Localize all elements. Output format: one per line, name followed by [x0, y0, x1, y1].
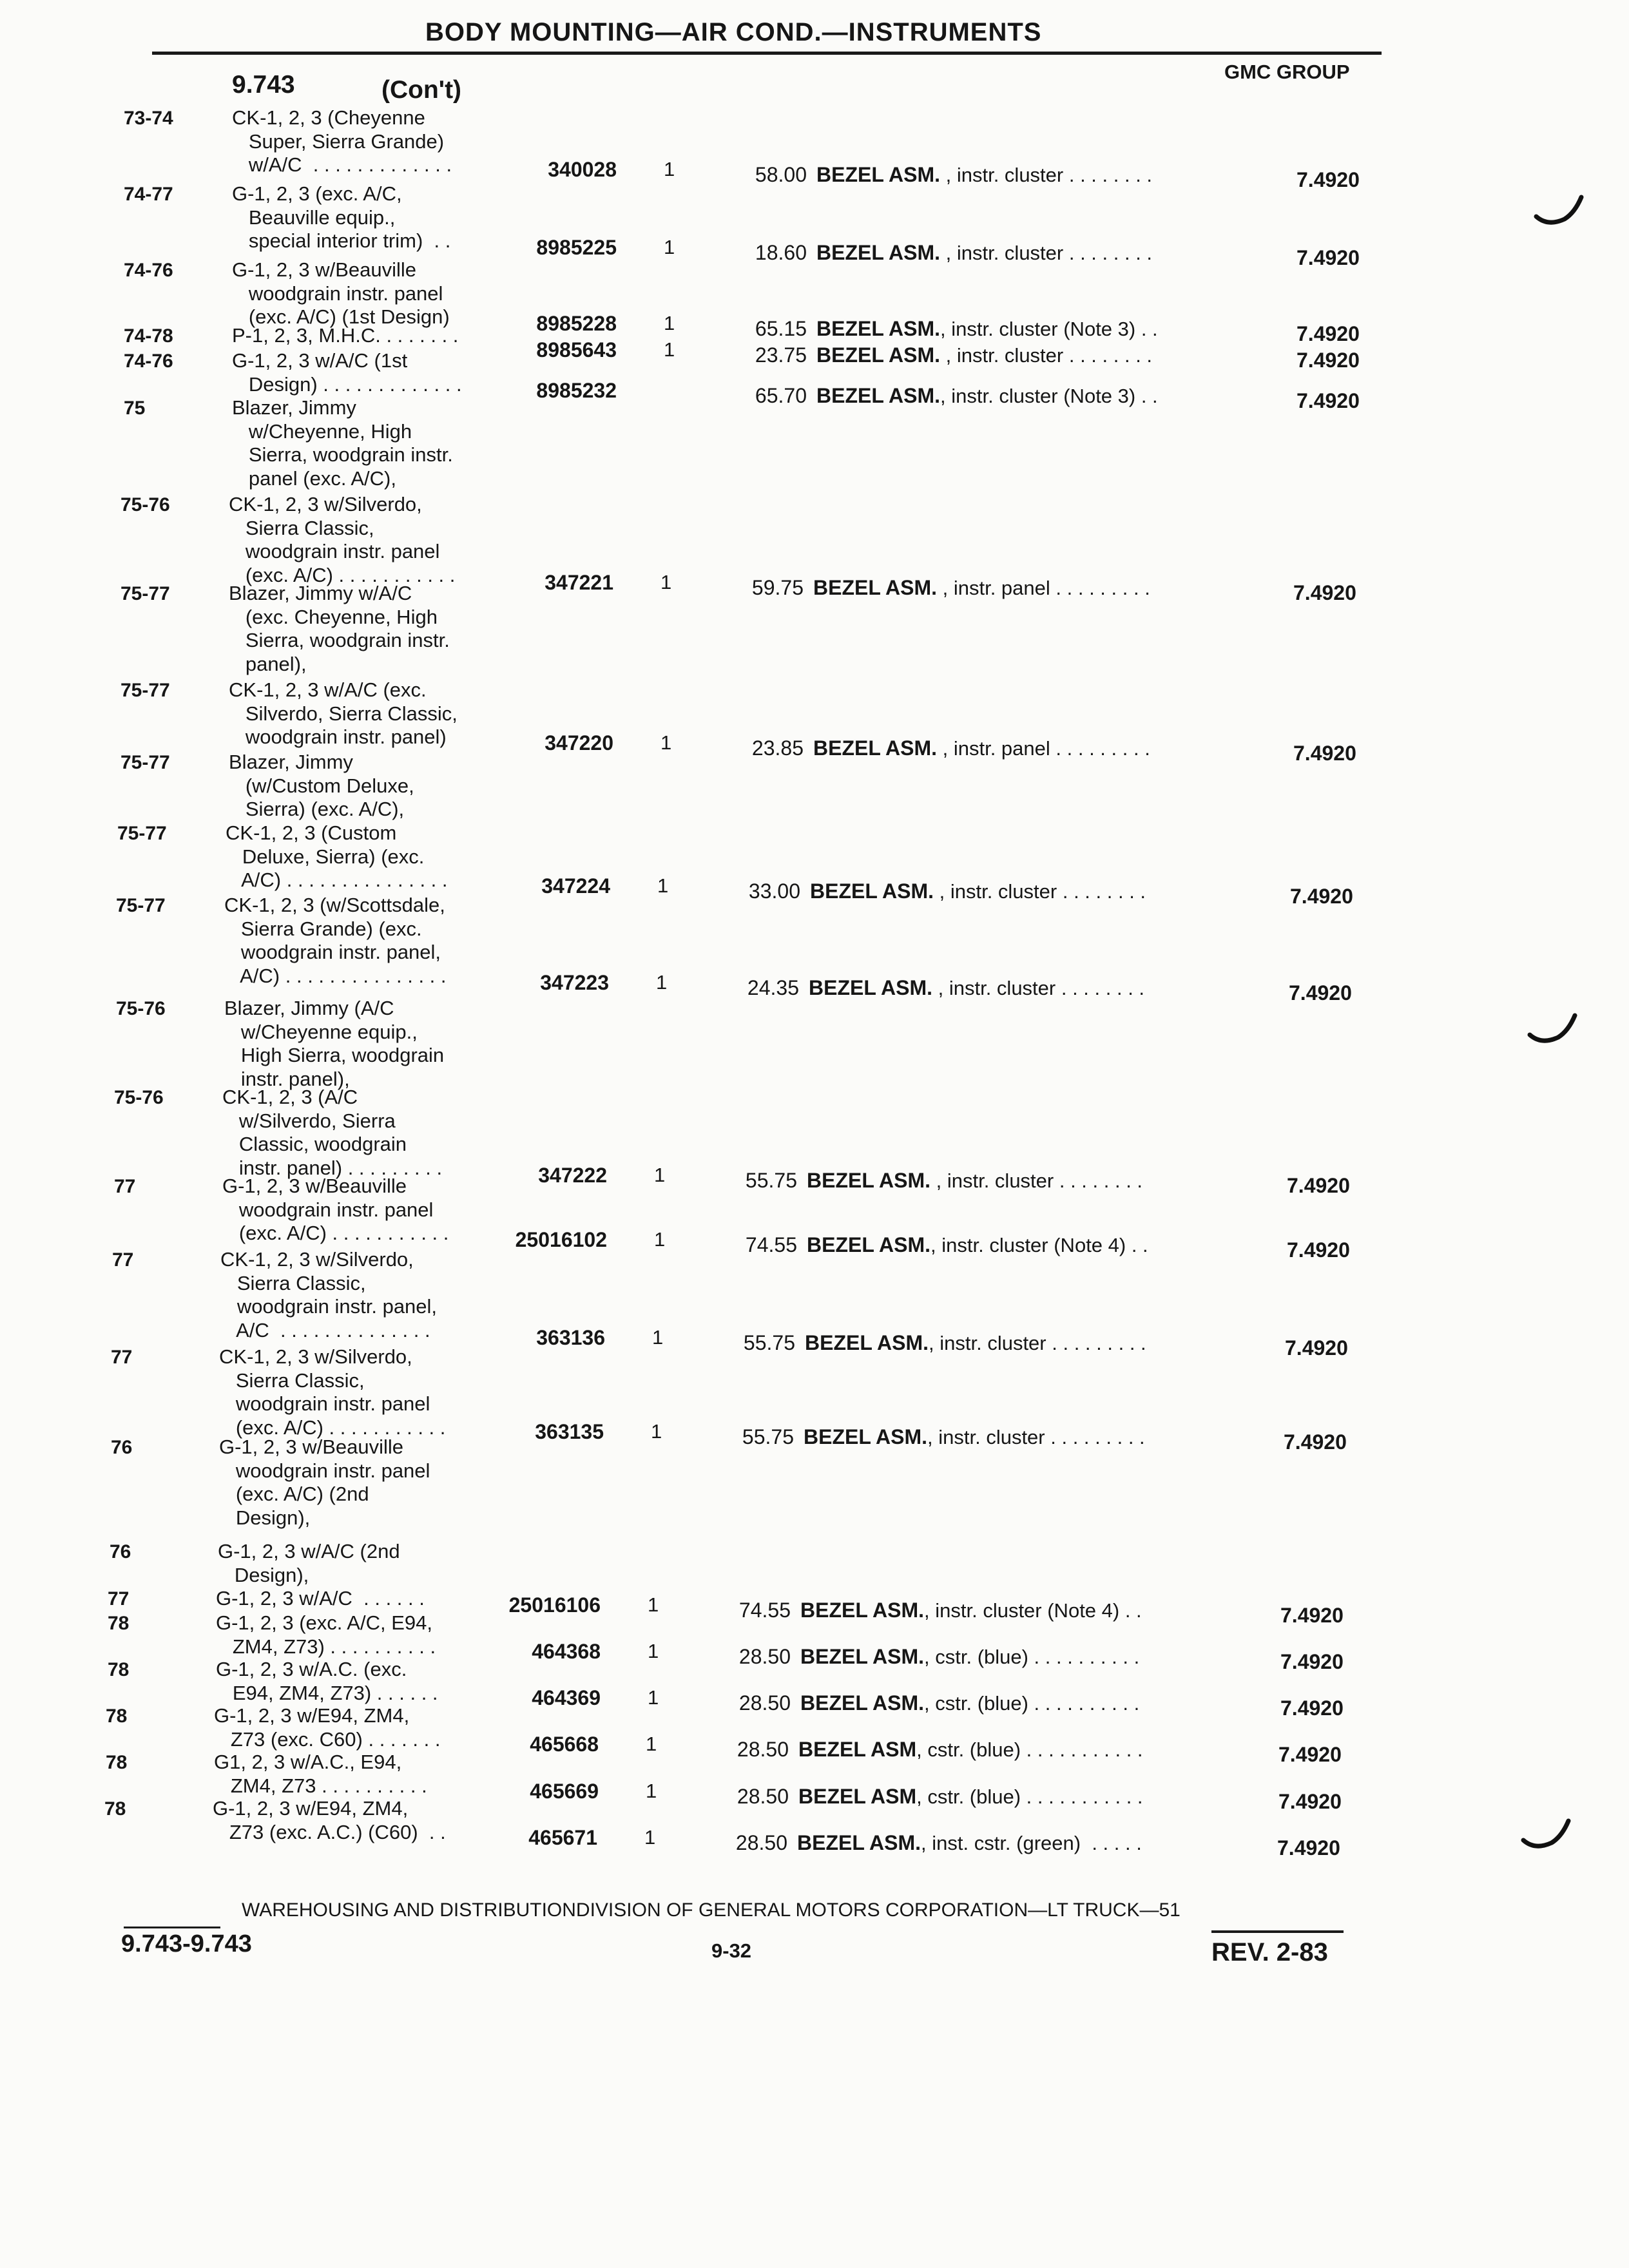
row-price: 28.50	[738, 1691, 791, 1715]
row-group-number: 7.4920	[1278, 1743, 1342, 1766]
footer-revision: REV. 2-83	[1211, 1938, 1328, 1966]
row-year: 75-77	[120, 583, 170, 604]
row-group-number: 7.4920	[1296, 389, 1360, 412]
row-part-name-bold: BEZEL ASM.	[813, 576, 938, 599]
row-description: G1, 2, 3 w/A.C., E94, ZM4, Z73 . . . . . . . . . .	[214, 1751, 427, 1797]
row-part-name-detail: , instr. panel . . . . . . . . .	[937, 737, 1150, 760]
row-quantity: 1	[644, 1826, 656, 1849]
row-year: 78	[104, 1798, 126, 1820]
row-part-name	[797, 1831, 1142, 1855]
row-year: 76	[110, 1541, 131, 1562]
row-description: Blazer, Jimmy w/A/C (exc. Cheyenne, High Sierra, woodgrain instr. panel),	[229, 582, 450, 675]
row-quantity: 1	[654, 1228, 666, 1251]
section-number: 9.743	[232, 71, 295, 99]
row-part-number: 465669	[530, 1780, 599, 1803]
row-part-name-bold: BEZEL ASM.	[804, 1425, 928, 1448]
row-part-number: 347222	[538, 1164, 607, 1187]
row-description: CK-1, 2, 3 w/Silverdo, Sierra Classic, woodgrain instr. panel (exc. A/C) . . . . . . . . . . .	[219, 1345, 446, 1439]
row-part-name-detail: , inst. cstr. (green) . . . . .	[921, 1832, 1142, 1854]
check-mark-icon	[1521, 1817, 1572, 1856]
row-description: G-1, 2, 3 (exc. A/C, E94, ZM4, Z73) . . . . . . . . . .	[216, 1611, 436, 1658]
row-description: CK-1, 2, 3 w/A/C (exc. Silverdo, Sierra Classic, woodgrain instr. panel)	[229, 678, 458, 748]
row-year: 75-76	[114, 1087, 164, 1108]
row-quantity: 1	[660, 571, 672, 593]
row-part-name-bold: BEZEL ASM.	[807, 1233, 931, 1256]
row-year: 78	[108, 1613, 130, 1634]
row-description: G-1, 2, 3 w/E94, ZM4, Z73 (exc. A.C.) (C60) . .	[213, 1797, 446, 1843]
row-part-name-bold: BEZEL ASM.	[800, 1645, 925, 1668]
row-part-name-detail: , instr. cluster . . . . . . . .	[940, 344, 1153, 367]
row-part-name-detail: , instr. cluster . . . . . . . . .	[927, 1426, 1145, 1448]
row-group-number: 7.4920	[1296, 246, 1360, 269]
row-description: G-1, 2, 3 (exc. A/C, Beauville equip., special interior trim) . .	[232, 182, 451, 252]
row-price: 28.50	[737, 1738, 789, 1761]
row-description: G-1, 2, 3 w/Beauville woodgrain instr. panel (exc. A/C) (1st Design)	[232, 258, 450, 328]
row-year: 78	[106, 1706, 128, 1727]
row-part-name-detail: , cstr. (blue) . . . . . . . . . . .	[916, 1738, 1143, 1761]
row-part-name	[810, 879, 1146, 903]
row-description: G-1, 2, 3 w/E94, ZM4, Z73 (exc. C60) . . . . . . .	[214, 1704, 441, 1751]
row-quantity: 1	[648, 1686, 659, 1709]
row-price: 55.75	[743, 1331, 795, 1354]
row-part-name-bold: BEZEL ASM.	[816, 163, 941, 186]
row-part-number: 25016102	[515, 1228, 607, 1251]
row-price: 23.75	[755, 343, 807, 367]
row-part-number: 8985228	[536, 312, 617, 335]
row-price: 74.55	[745, 1233, 797, 1256]
row-quantity: 1	[646, 1780, 657, 1802]
section-continued: (Con't)	[381, 76, 462, 104]
row-part-number: 464368	[532, 1640, 601, 1663]
row-part-name-detail: , instr. cluster . . . . . . . . .	[929, 1332, 1146, 1354]
row-group-number: 7.4920	[1293, 581, 1356, 604]
row-part-name-bold: BEZEL ASM.	[816, 384, 941, 407]
row-group-number: 7.4920	[1280, 1604, 1344, 1627]
row-year: 77	[114, 1176, 136, 1197]
row-year: 74-76	[124, 351, 173, 372]
row-description: G-1, 2, 3 w/Beauville woodgrain instr. panel (exc. A/C) (2nd Design),	[219, 1436, 430, 1529]
row-quantity: 1	[664, 312, 675, 334]
row-part-name-detail: , instr. cluster . . . . . . . .	[932, 977, 1145, 999]
row-description: CK-1, 2, 3 (w/Scottsdale, Sierra Grande) (exc. woodgrain instr. panel, A/C) . . . . . . . . . . . . . . .	[224, 894, 447, 987]
row-group-number: 7.4920	[1285, 1336, 1348, 1360]
row-year: 73-74	[124, 108, 173, 129]
row-part-name-bold: BEZEL ASM.	[810, 879, 934, 903]
row-part-name-detail: , instr. cluster . . . . . . . .	[930, 1169, 1143, 1192]
row-group-number: 7.4920	[1296, 322, 1360, 345]
row-description: Blazer, Jimmy w/Cheyenne, High Sierra, woodgrain instr. panel (exc. A/C),	[232, 396, 453, 490]
row-group-number: 7.4920	[1287, 1174, 1350, 1197]
row-part-name-bold: BEZEL ASM.	[805, 1331, 929, 1354]
row-part-name-bold: BEZEL ASM	[798, 1785, 917, 1808]
row-group-number: 7.4920	[1284, 1430, 1347, 1454]
row-description: G-1, 2, 3 w/A/C . . . . . .	[216, 1587, 425, 1610]
row-description: G-1, 2, 3 w/A/C (1st Design) . . . . . . . . . . . . .	[232, 349, 462, 396]
row-quantity: 1	[648, 1640, 659, 1662]
row-year: 75-77	[120, 680, 170, 701]
row-group-number: 7.4920	[1287, 1238, 1350, 1262]
row-quantity: 1	[657, 874, 669, 897]
footer-section-range: 9.743-9.743	[121, 1930, 252, 1957]
row-year: 74-77	[124, 184, 173, 205]
row-part-name	[816, 241, 1152, 265]
row-part-name	[805, 1331, 1146, 1355]
row-part-name-bold: BEZEL ASM	[798, 1738, 917, 1761]
row-year: 74-76	[124, 260, 173, 281]
row-price: 58.00	[755, 163, 807, 186]
footer-text: WAREHOUSING AND DISTRIBUTIONDIVISION OF GENERAL MOTORS CORPORATION—LT TRUCK—51	[242, 1899, 1181, 1921]
row-part-name-bold: BEZEL ASM.	[800, 1691, 925, 1715]
row-quantity: 1	[651, 1420, 662, 1443]
row-description: CK-1, 2, 3 w/Silverdo, Sierra Classic, woodgrain instr. panel, A/C . . . . . . . . . . . . . .	[220, 1248, 438, 1341]
row-group-number: 7.4920	[1278, 1790, 1342, 1813]
row-part-name	[804, 1425, 1145, 1449]
row-price: 74.55	[738, 1599, 791, 1622]
row-description: G-1, 2, 3 w/A.C. (exc. E94, ZM4, Z73) . . . . . .	[216, 1658, 438, 1704]
row-year: 74-78	[124, 325, 173, 347]
row-quantity: 1	[648, 1593, 659, 1616]
row-part-name	[798, 1785, 1143, 1809]
row-group-number: 7.4920	[1289, 981, 1352, 1004]
row-price: 33.00	[748, 879, 800, 903]
row-part-name	[800, 1691, 1139, 1715]
row-part-number: 347223	[540, 971, 609, 994]
check-mark-icon	[1527, 1012, 1579, 1050]
row-part-name	[809, 976, 1144, 1000]
row-price: 65.15	[755, 317, 807, 340]
row-year: 76	[111, 1437, 133, 1458]
row-part-number: 8985232	[536, 379, 617, 402]
row-quantity: 1	[654, 1164, 666, 1186]
row-description: CK-1, 2, 3 (A/C w/Silverdo, Sierra Classic, woodgrain instr. panel) . . . . . . . . .	[222, 1086, 443, 1179]
row-quantity: 1	[664, 236, 675, 258]
row-part-name-bold: BEZEL ASM.	[816, 317, 941, 340]
row-price: 28.50	[735, 1831, 787, 1854]
row-part-name-detail: , cstr. (blue) . . . . . . . . . .	[924, 1646, 1140, 1668]
page-title: BODY MOUNTING—AIR COND.—INSTRUMENTS	[425, 18, 1042, 46]
row-part-number: 465668	[530, 1733, 599, 1756]
row-part-number: 8985225	[536, 236, 617, 259]
row-part-name-bold: BEZEL ASM.	[797, 1831, 921, 1854]
row-year: 75-77	[116, 895, 166, 916]
row-year: 77	[111, 1347, 133, 1368]
row-price: 55.75	[742, 1425, 794, 1448]
row-group-number: 7.4920	[1280, 1696, 1344, 1720]
footer-page-number: 9-32	[711, 1939, 752, 1962]
row-part-number: 347220	[545, 731, 613, 754]
row-description: CK-1, 2, 3 w/Silverdo, Sierra Classic, woodgrain instr. panel (exc. A/C) . . . . . . . . . . .	[229, 493, 456, 586]
row-year: 78	[108, 1659, 130, 1680]
row-description: Blazer, Jimmy (A/C w/Cheyenne equip., High Sierra, woodgrain instr. panel),	[224, 997, 445, 1090]
row-group-number: 7.4920	[1296, 349, 1360, 372]
row-part-name-detail: , instr. cluster . . . . . . . .	[940, 164, 1153, 186]
row-part-name-detail: , instr. panel . . . . . . . . .	[937, 577, 1150, 599]
row-part-name-detail: , instr. cluster (Note 4) . .	[930, 1234, 1148, 1256]
row-price: 23.85	[751, 736, 804, 760]
row-price: 65.70	[755, 384, 807, 407]
row-year: 78	[106, 1752, 128, 1773]
row-description: G-1, 2, 3 w/A/C (2nd Design),	[218, 1540, 400, 1586]
row-part-name-bold: BEZEL ASM.	[816, 343, 941, 367]
row-year: 75-77	[120, 752, 170, 773]
row-part-name-detail: , cstr. (blue) . . . . . . . . . .	[924, 1692, 1140, 1715]
row-part-name	[816, 343, 1152, 367]
row-part-name	[813, 736, 1150, 760]
footer-rule-right	[1211, 1930, 1344, 1933]
row-price: 59.75	[751, 576, 804, 599]
row-part-name-detail: , instr. cluster (Note 4) . .	[924, 1599, 1142, 1622]
row-part-number: 340028	[548, 158, 617, 181]
row-group-number: 7.4920	[1290, 885, 1353, 908]
row-quantity: 1	[652, 1326, 664, 1349]
row-quantity: 1	[664, 158, 675, 180]
row-part-name	[800, 1645, 1139, 1669]
row-year: 75-76	[116, 998, 166, 1019]
footer-rule-left	[124, 1927, 220, 1928]
row-part-name-bold: BEZEL ASM.	[800, 1599, 925, 1622]
row-price: 28.50	[737, 1785, 789, 1808]
row-description: CK-1, 2, 3 (Cheyenne Super, Sierra Grande) w/A/C . . . . . . . . . . . . .	[232, 106, 452, 176]
row-part-number: 347221	[545, 571, 613, 594]
row-year: 77	[108, 1588, 130, 1610]
row-description: Blazer, Jimmy (w/Custom Deluxe, Sierra) (exc. A/C),	[229, 751, 414, 820]
row-part-name-bold: BEZEL ASM.	[809, 976, 933, 999]
row-part-name	[813, 576, 1150, 600]
row-price: 55.75	[745, 1169, 797, 1192]
row-part-name-detail: , instr. cluster . . . . . . . .	[934, 880, 1146, 903]
row-part-name-detail: , cstr. (blue) . . . . . . . . . . .	[916, 1785, 1143, 1808]
row-price: 28.50	[738, 1645, 791, 1668]
row-part-name	[816, 384, 1158, 408]
row-quantity: 1	[646, 1733, 657, 1755]
row-price: 24.35	[747, 976, 799, 999]
row-quantity: 1	[656, 971, 668, 994]
row-part-number: 363135	[535, 1420, 604, 1443]
row-year: 75	[124, 398, 146, 419]
row-part-name	[816, 317, 1158, 341]
row-description: CK-1, 2, 3 (Custom Deluxe, Sierra) (exc. A/C) . . . . . . . . . . . . . . .	[226, 822, 448, 891]
check-mark-icon	[1534, 193, 1585, 232]
row-description: G-1, 2, 3 w/Beauville woodgrain instr. panel (exc. A/C) . . . . . . . . . . .	[222, 1175, 449, 1244]
row-part-name-detail: , instr. cluster . . . . . . . .	[940, 242, 1153, 264]
row-part-number: 464369	[532, 1686, 601, 1709]
row-part-number: 8985643	[536, 338, 617, 361]
row-part-name-detail: , instr. cluster (Note 3) . .	[940, 385, 1158, 407]
row-group-number: 7.4920	[1293, 742, 1356, 765]
row-part-name-bold: BEZEL ASM.	[813, 736, 938, 760]
row-group-number: 7.4920	[1280, 1650, 1344, 1673]
row-year: 75-76	[120, 494, 170, 515]
row-part-name	[807, 1233, 1148, 1257]
row-part-number: 25016106	[508, 1593, 601, 1617]
row-part-name	[816, 163, 1152, 187]
row-part-name-detail: , instr. cluster (Note 3) . .	[940, 318, 1158, 340]
row-group-number: 7.4920	[1296, 168, 1360, 191]
row-part-name-bold: BEZEL ASM.	[816, 241, 941, 264]
row-quantity: 1	[660, 731, 672, 754]
row-group-number: 7.4920	[1277, 1836, 1340, 1860]
row-part-name-bold: BEZEL ASM.	[807, 1169, 931, 1192]
row-part-name	[800, 1599, 1142, 1622]
row-year: 75-77	[117, 823, 167, 844]
row-part-number: 363136	[536, 1326, 605, 1349]
group-label: GMC GROUP	[1224, 61, 1350, 83]
row-part-number: 347224	[541, 874, 610, 898]
row-part-name	[807, 1169, 1142, 1193]
row-price: 18.60	[755, 241, 807, 264]
row-part-number: 465671	[528, 1826, 597, 1849]
row-year: 77	[112, 1249, 134, 1271]
row-description: P-1, 2, 3, M.H.C. . . . . . . .	[232, 324, 459, 347]
row-part-name	[798, 1738, 1143, 1762]
row-quantity: 1	[664, 338, 675, 361]
